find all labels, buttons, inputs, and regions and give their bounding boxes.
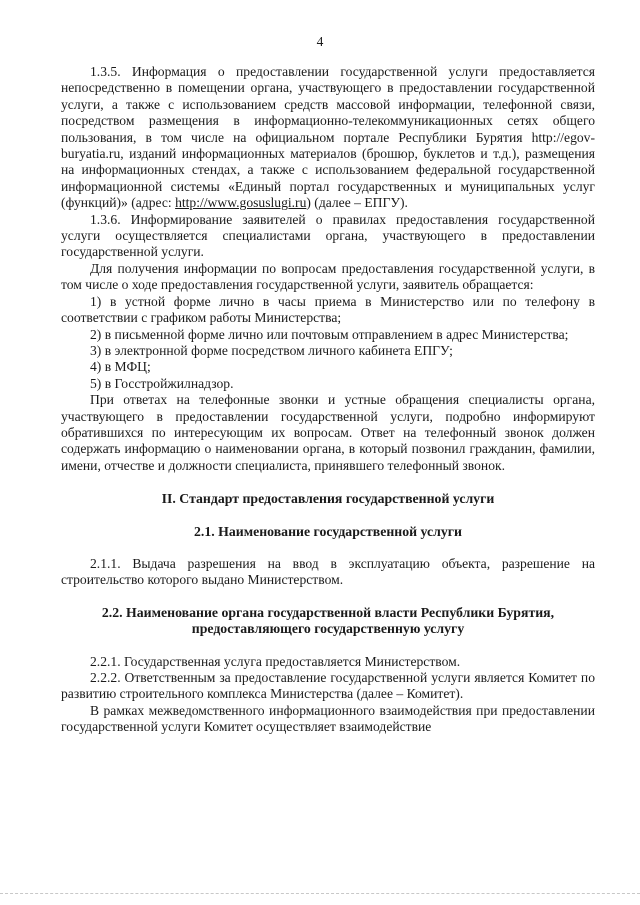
paragraph-1-3-6: 1.3.6. Информирование заявителей о правилах предоставления государственной услуги осуществляется специалистами органа, участвующего в предоставлении государственной услуги. bbox=[61, 211, 595, 260]
paragraph-phone-calls: При ответах на телефонные звонки и устные обращения специалисты органа, участвующего в предоставлении государственной услуги, подробно информируют обратившихся по интересующим их вопросам. Ответ на телефонный звонок должен содержать информацию о наименовании органа, в который позвонил гражданин, фамилии, имени, отчестве и должности специалиста, принявшего телефонный звонок. bbox=[61, 392, 595, 473]
subsection-2-2-title-line1: 2.2. Наименование органа государственной власти Республики Бурятия, bbox=[101, 604, 555, 620]
paragraph-1-3-5-tail: ) (далее – ЕПГУ). bbox=[306, 195, 408, 211]
page-number: 4 bbox=[316, 34, 324, 49]
paragraph-1-3-5-text: 1.3.5. Информация о предоставлении государственной услуги предоставляется непосредственно в помещении органа, участвующего в предоставлении государственной услуги, а также с использованием средств массовой информации, телефонной связи, посредством размещения в информационно-телекоммуникационных сетях общего пользования, в том числе на официальном портале Республики Бурятия http://egov-buryatia.ru, изданий информационных материалов (брошюр, буклетов и т.д.), размещения на информационных стендах, а также с использованием федеральной государственной информационной системы «Единый портал государственных и муниципальных услуг (функций)» (адрес: bbox=[61, 64, 595, 211]
paragraph-1-3-5 bbox=[61, 64, 595, 212]
paragraph-obtaining-info: Для получения информации по вопросам предоставления государственной услуги, в том числе о ходе предоставления государственной услуги, заявитель обращается: bbox=[61, 260, 595, 293]
list-item-5: 5) в Госстройжилнадзор. bbox=[90, 375, 234, 391]
paragraph-2-2-2: 2.2.2. Ответственным за предоставление государственной услуги является Комитет по развитию строительного комплекса Министерства (далее – Комитет). bbox=[61, 670, 595, 702]
list-item-1: 1) в устной форме лично в часы приема в Министерство или по телефону в соответствии с графиком работы Министерства; bbox=[61, 293, 595, 326]
scan-edge-artifact bbox=[0, 893, 640, 896]
list-item-4: 4) в МФЦ; bbox=[90, 359, 151, 375]
paragraph-2-1-1: 2.1.1. Выдача разрешения на ввод в эксплуатацию объекта, разрешение на строительство которого выдано Министерством. bbox=[61, 555, 595, 588]
subsection-2-1-title: 2.1. Наименование государственной услуги bbox=[193, 523, 463, 539]
paragraph-interdepartmental: В рамках межведомственного информационного взаимодействия при предоставлении государственной услуги Комитет осуществляет взаимодействие bbox=[61, 702, 595, 735]
list-item-2: 2) в письменной форме лично или почтовым отправлением в адрес Министерства; bbox=[90, 326, 569, 342]
document-body bbox=[61, 64, 595, 736]
list-item-3: 3) в электронной форме посредством личного кабинета ЕПГУ; bbox=[90, 342, 453, 358]
gosuslugi-link[interactable]: http://www.gosuslugi.ru bbox=[175, 195, 307, 211]
section-2-title: II. Стандарт предоставления государственной услуги bbox=[161, 491, 495, 507]
paragraph-2-2-1: 2.2.1. Государственная услуга предоставляется Министерством. bbox=[90, 653, 461, 669]
subsection-2-2-title-line2: предоставляющего государственную услугу bbox=[191, 621, 465, 637]
